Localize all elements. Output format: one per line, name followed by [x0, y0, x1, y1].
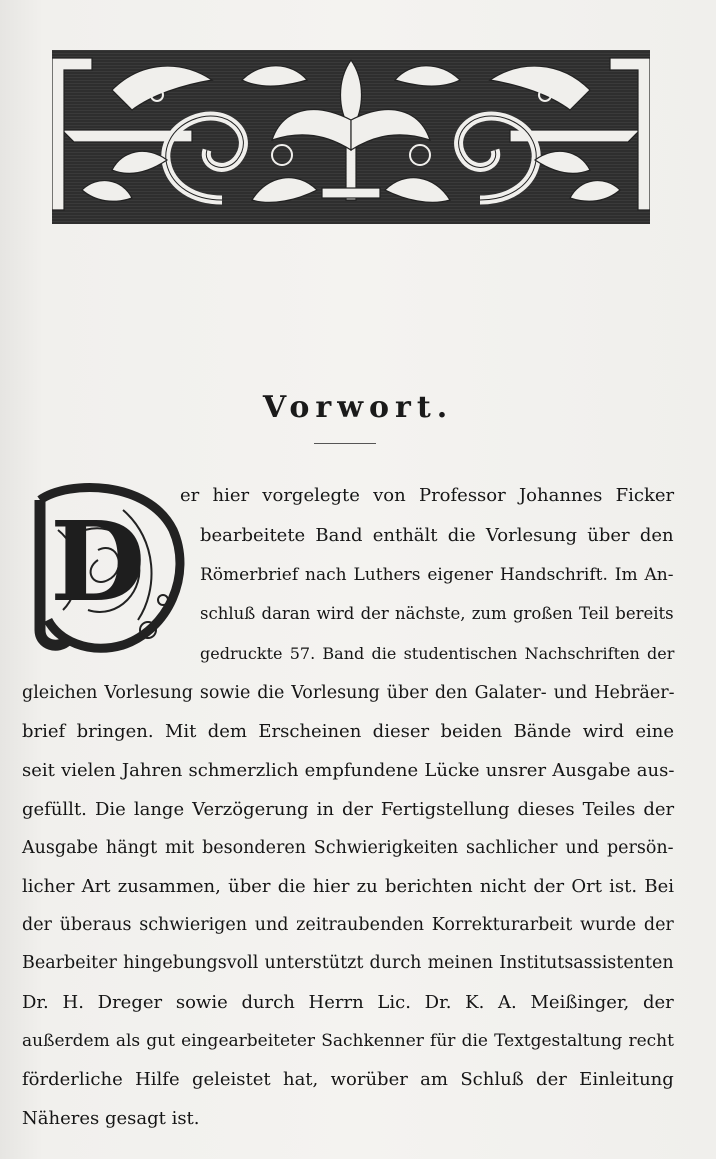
text-line: er hier vorgelegte von Professor Johannes Ficker — [180, 485, 675, 506]
text-line: brief bringen. Mit dem Erscheinen dieser beiden Bände wird eine — [22, 721, 675, 742]
text-line: seit vielen Jahren schmerzlich empfundene Lücke unsrer Ausgabe aus- — [22, 760, 675, 781]
ornate-initial-D-icon — [28, 480, 188, 660]
text-line: außerdem als gut eingearbeiteter Sachkenner für die Textgestaltung recht — [22, 1031, 674, 1051]
text-line: Dr. H. Dreger sowie durch Herrn Lic. Dr. K. A. Meißinger, der — [22, 992, 674, 1013]
text-line: gedruckte 57. Band die studentischen Nachschriften der — [200, 644, 675, 663]
text-line: bearbeitete Band enthält die Vorlesung über den — [200, 525, 674, 546]
text-line: der überaus schwierigen und zeitraubenden Korrekturarbeit wurde der — [22, 915, 674, 935]
heading-rule — [314, 443, 376, 444]
text-line: Ausgabe hängt mit besonderen Schwierigkeiten sachlicher und persön- — [22, 838, 674, 858]
bleed-through — [60, 250, 65, 268]
chapter-heading: Vorwort. — [262, 390, 454, 425]
text-line: Bearbeiter hingebungsvoll unterstützt durch meinen Institutsassistenten — [22, 953, 674, 973]
text-line: gefüllt. Die lange Verzögerung in der Fertigstellung dieses Teiles der — [22, 799, 675, 820]
floral-scroll-ornament-icon — [52, 50, 650, 224]
text-line: schluß daran wird der nächste, zum großen Teil bereits — [200, 604, 674, 623]
text-line: Römerbrief nach Luthers eigener Handschrift. Im An- — [200, 565, 674, 585]
text-line: Näheres gesagt ist. — [22, 1108, 200, 1129]
text-line: gleichen Vorlesung sowie die Vorlesung über den Galater- und Hebräer- — [22, 683, 675, 703]
drop-cap-letter: D — [50, 497, 146, 626]
text-line: licher Art zusammen, über die hier zu berichten nicht der Ort ist. Bei — [22, 876, 674, 897]
floral-ornament-headpiece — [52, 50, 650, 224]
text-line: förderliche Hilfe geleistet hat, worüber am Schluß der Einleitung — [22, 1069, 674, 1090]
